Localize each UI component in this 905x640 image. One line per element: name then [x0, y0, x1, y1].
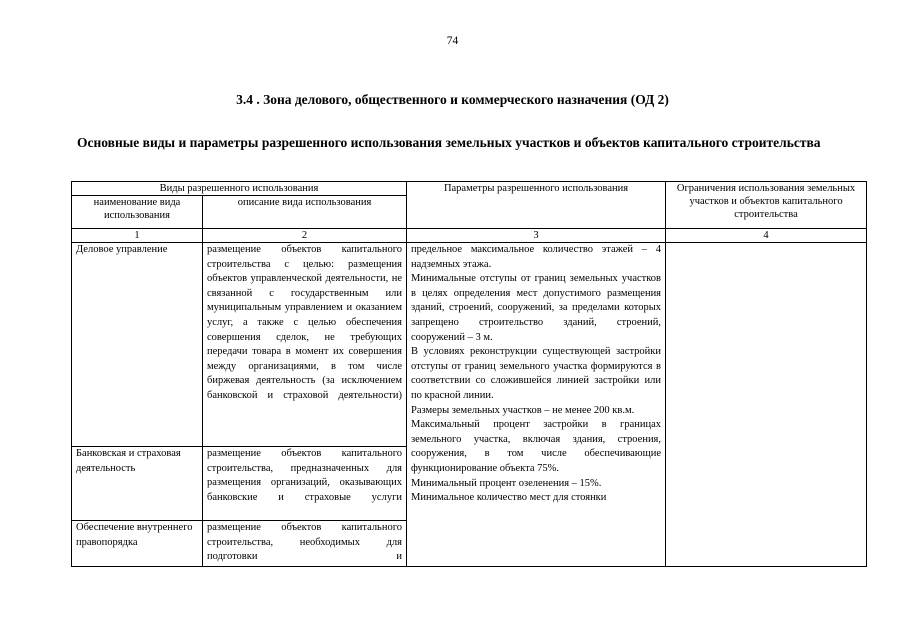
header-restrictions: Ограничения использования земельных участков и объектов капитального строительства	[666, 182, 867, 229]
parameter-paragraph: Размеры земельных участков – не менее 200 кв.м.	[411, 404, 635, 416]
header-use-name: наименование вида использования	[72, 196, 203, 229]
parameter-paragraph: В условиях реконструкции существующей застройки отступы от границ земельного участка формируются в соответствии со сложившейся линией застройки или по красной линии.	[411, 346, 662, 401]
column-number-4: 4	[666, 229, 867, 243]
table-row	[72, 243, 867, 447]
use-name-cell: Обеспечение внутреннего правопорядка	[72, 521, 203, 567]
section-title: 3.4 . Зона делового, общественного и коммерческого назначения (ОД 2)	[236, 92, 669, 107]
permitted-use-table	[71, 181, 867, 567]
column-number-3: 3	[407, 229, 666, 243]
restrictions-cell	[666, 243, 867, 567]
subtitle: Основные виды и параметры разрешенного использования земельных участков и объектов капитального строительства	[77, 135, 821, 150]
header-parameters: Параметры разрешенного использования	[407, 182, 666, 229]
parameter-paragraph: Минимальные отступы от границ земельных участков в целях определения мест допустимого размещения зданий, строений, сооружений, за пределами которых запрещено строительство зданий, строений, сооружений – 3 м.	[411, 273, 662, 343]
use-description-cell: размещение объектов капитального строительства, необходимых для подготовки и	[203, 521, 407, 567]
column-number-2: 2	[203, 229, 407, 243]
header-use-description: описание вида использования	[203, 196, 407, 229]
use-name-cell: Деловое управление	[72, 243, 203, 447]
parameter-paragraph: Максимальный процент застройки в границах земельного участка, включая здания, строения, сооружения, в том числе обеспечивающие функционирование объекта 75%.	[411, 419, 662, 474]
page-number: 74	[446, 35, 459, 47]
header-use-types: Виды разрешенного использования	[72, 182, 407, 196]
column-number-1: 1	[72, 229, 203, 243]
use-description-cell: размещение объектов капитального строительства с целью: размещения объектов управленческой деятельности, не связанной с государственным или муниципальным управлением и оказанием услуг, а также с целью обеспечения совершения сделок, не требующих передачи товара в момент их совершения между организациями, в том числе биржевая деятельность (за исключением банковской и страховой деятельности)	[203, 243, 407, 447]
parameter-paragraph: Минимальное количество мест для стоянки	[411, 492, 607, 504]
use-description-cell: размещение объектов капитального строительства, предназначенных для размещения организаций, оказывающих банковские и страховые услуги	[203, 447, 407, 521]
use-name-cell: Банковская и страховая деятельность	[72, 447, 203, 521]
parameter-paragraph: предельное максимальное количество этажей – 4 надземных этажа.	[411, 244, 662, 270]
parameter-paragraph: Минимальный процент озеленения – 15%.	[411, 477, 602, 489]
parameters-cell	[407, 243, 666, 567]
